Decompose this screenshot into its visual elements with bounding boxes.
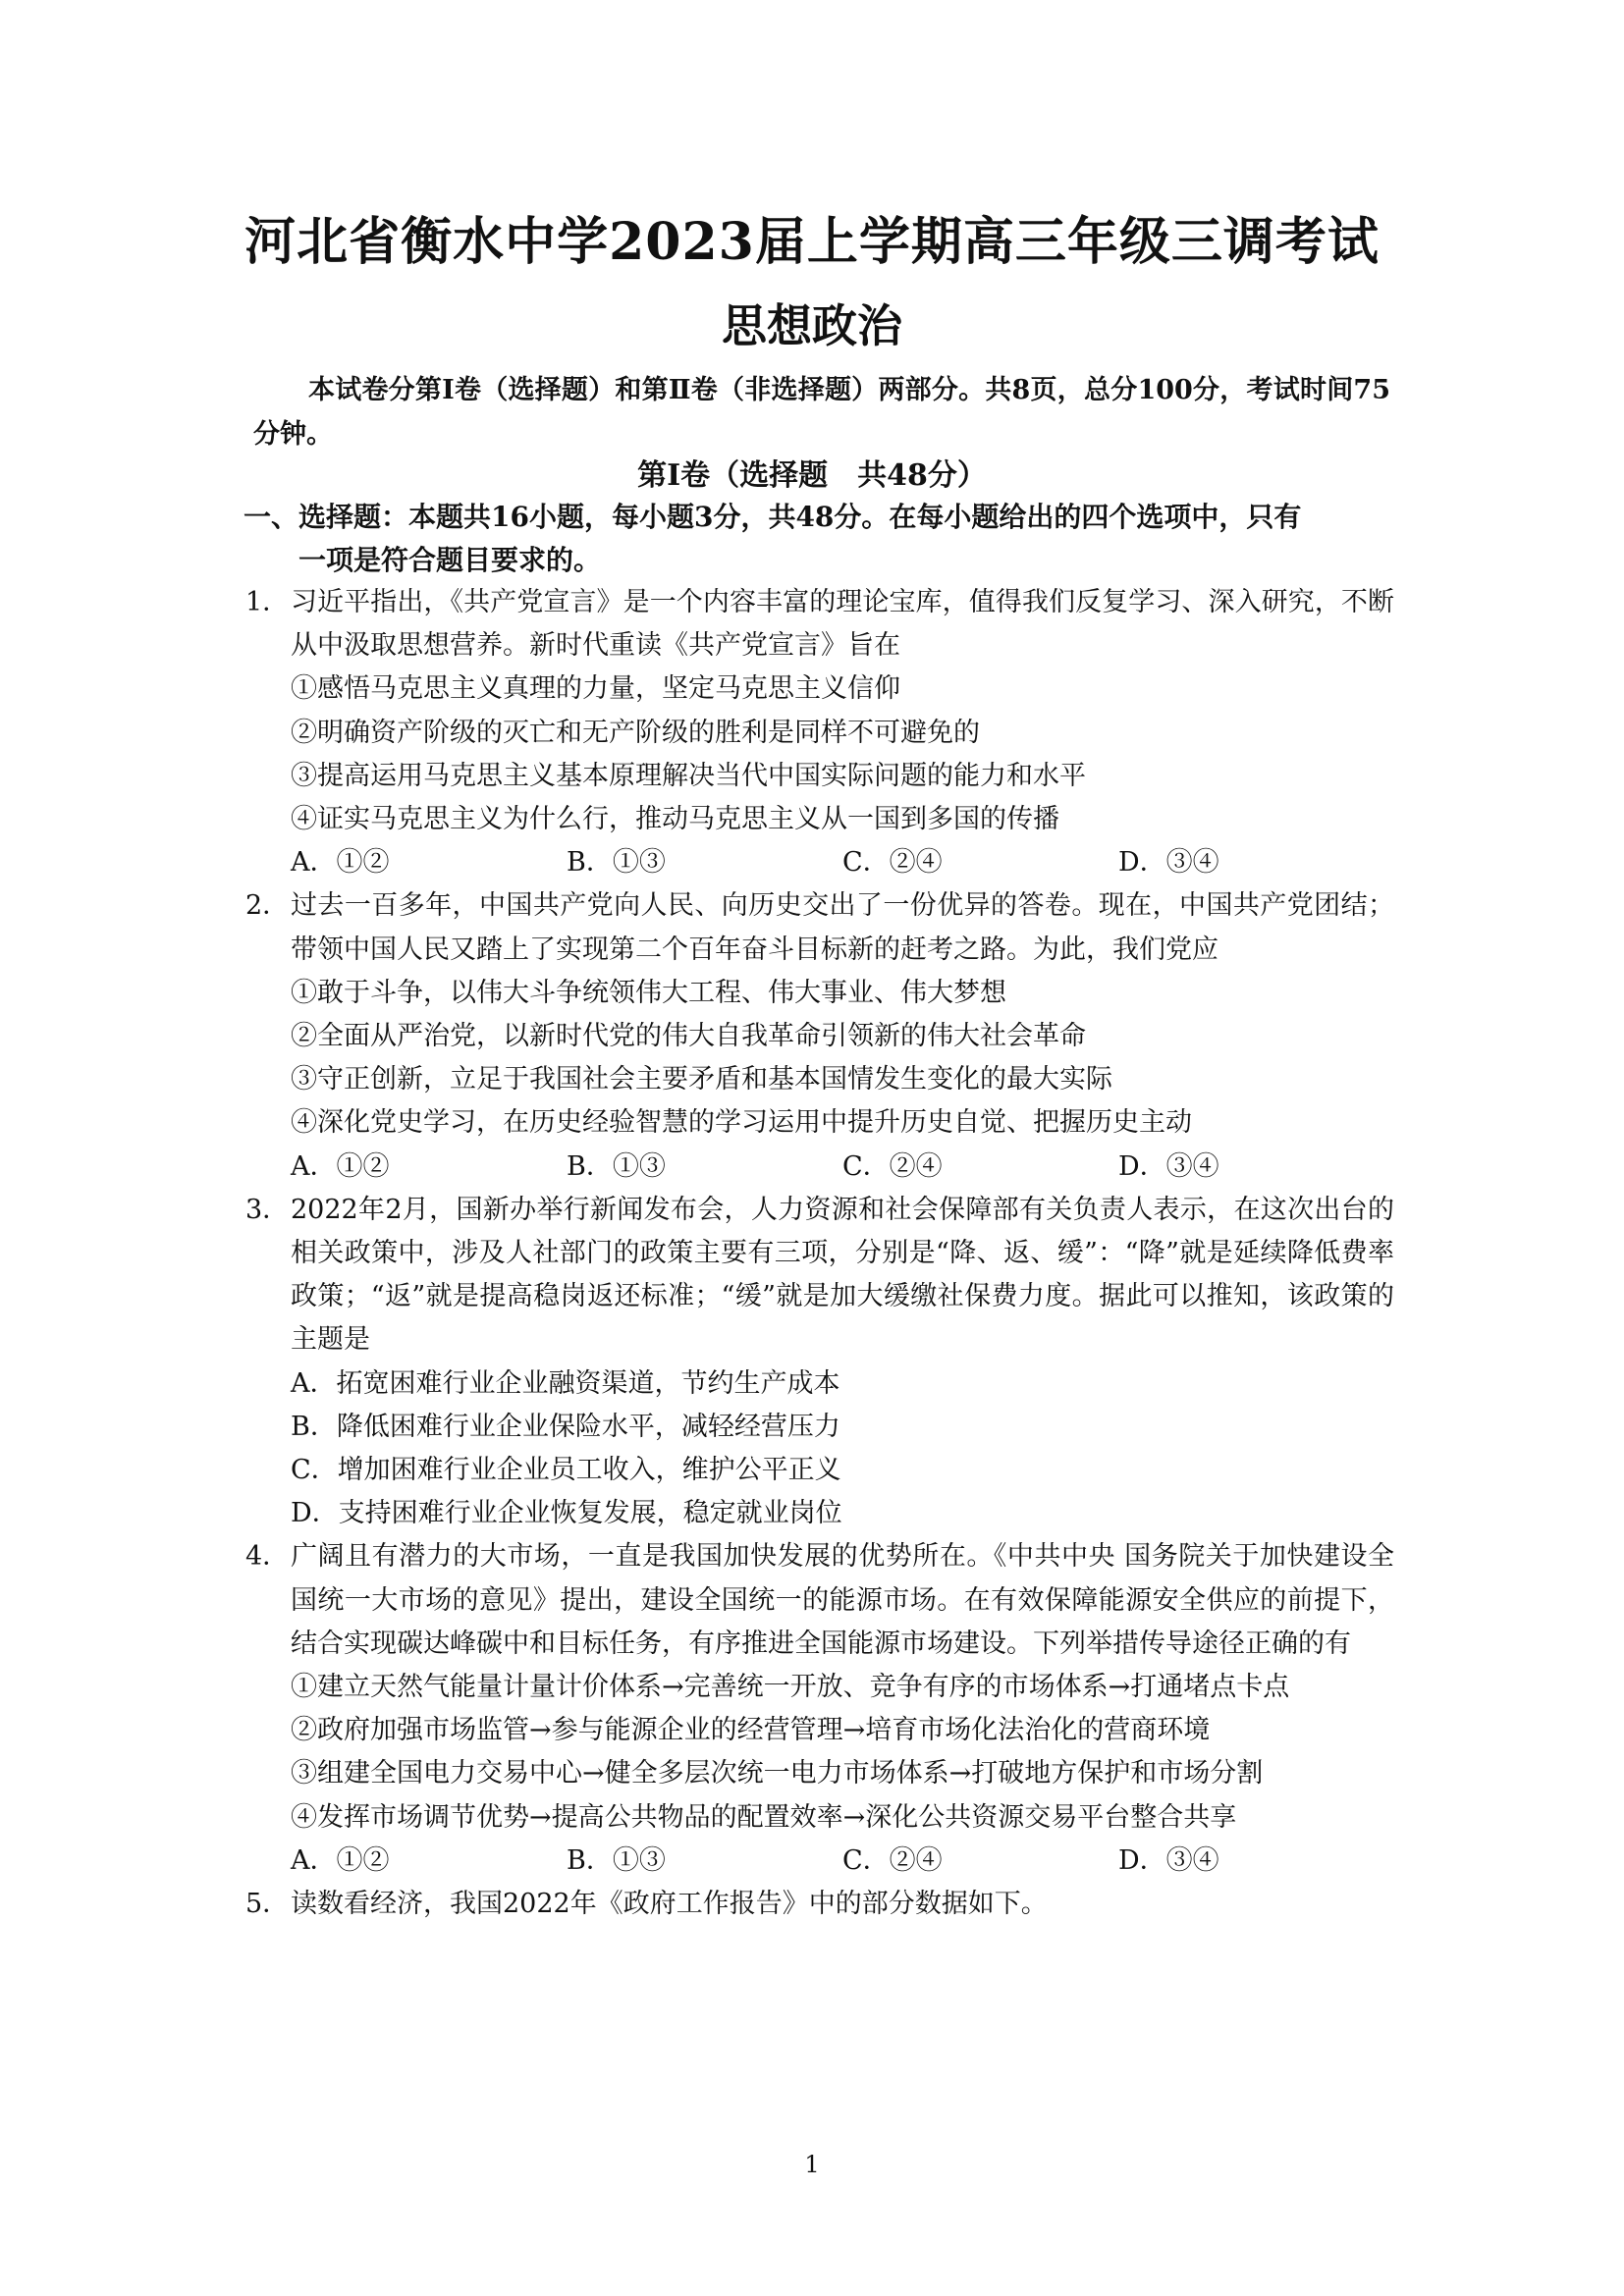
exam-title: 河北省衡水中学2023届上学期高三年级三调考试 <box>244 212 1380 272</box>
question-item: ③提高运用马克思主义基本原理解决当代中国实际问题的能力和水平 <box>291 760 1086 791</box>
question-item: ②全面从严治党，以新时代党的伟大自我革命引领新的伟大社会革命 <box>291 1021 1086 1052</box>
question-5 <box>245 1883 1394 1926</box>
question-number: 4． <box>245 1541 290 1573</box>
question-4 <box>245 1535 1394 1883</box>
answer-choice: C．②④ <box>842 1150 943 1182</box>
answer-choice: B．①③ <box>567 1844 666 1876</box>
question-item: D．支持困难行业企业恢复发展，稳定就业岗位 <box>291 1498 842 1529</box>
question-stem: 2022年2月，国新办举行新闻发布会，人力资源和社会保障部有关负责人表示，在这次出台的相关政策中，涉及人社部门的政策主要有三项，分别是“降、返、缓”：“降”就是延续降低费率政策；“返”就是提高稳岗返还标准；“缓”就是加大缓缴社保费力度。据此可以推知，该政策的主题是 <box>291 1194 1394 1356</box>
question-item: ③组建全国电力交易中心→健全多层次统一电力市场体系→打破地方保护和市场分割 <box>291 1758 1264 1789</box>
question-item: ①敢于斗争，以伟大斗争统领伟大工程、伟大事业、伟大梦想 <box>291 977 1006 1008</box>
question-item: C．增加困难行业企业员工收入，维护公平正义 <box>291 1455 841 1486</box>
question-stem: 读数看经济，我国2022年《政府工作报告》中的部分数据如下。 <box>291 1889 1048 1920</box>
question-number: 5． <box>245 1889 290 1920</box>
question-item: ①感悟马克思主义真理的力量，坚定马克思主义信仰 <box>291 673 900 705</box>
question-item: ④证实马克思主义为什么行，推动马克思主义从一国到多国的传播 <box>291 804 1059 835</box>
part-heading <box>244 496 1390 582</box>
question-item: ③守正创新，立足于我国社会主要矛盾和基本国情发生变化的最大实际 <box>291 1064 1112 1095</box>
answer-choice: A．①② <box>291 1844 390 1876</box>
exam-instructions: 本试卷分第Ⅰ卷（选择题）和第Ⅱ卷（非选择题）两部分。共8页，总分100分，考试时间75分钟。 <box>253 375 1390 450</box>
question-item: ④发挥市场调节优势→提高公共物品的配置效率→深化公共资源交易平台整合共享 <box>291 1801 1237 1833</box>
answer-choice: D．③④ <box>1118 1844 1219 1876</box>
question-item: B．降低困难行业企业保险水平，减轻经营压力 <box>291 1411 840 1442</box>
question-item: ②明确资产阶级的灭亡和无产阶级的胜利是同样不可避免的 <box>291 717 980 748</box>
question-2 <box>245 884 1394 1188</box>
question-1 <box>245 581 1394 884</box>
question-stem: 广阔且有潜力的大市场，一直是我国加快发展的优势所在。《中共中央 国务院关于加快建设全国统一大市场的意见》提出，建设全国统一的能源市场。在有效保障能源安全供应的前提下，结合实现碳达峰碳中和目标任务，有序推进全国能源市场建设。下列举措传导途径正确的有 <box>291 1541 1394 1659</box>
answer-choice: B．①③ <box>567 847 666 879</box>
answer-choice: B．①③ <box>567 1150 666 1182</box>
question-number: 2． <box>245 890 290 922</box>
question-3 <box>245 1189 1394 1536</box>
subject-title: 思想政治 <box>722 299 902 352</box>
question-number: 3． <box>245 1194 290 1225</box>
page-number: 1 <box>804 2151 820 2178</box>
answer-choice: D．③④ <box>1118 1150 1219 1182</box>
question-number: 1． <box>245 587 290 617</box>
question-stem: 习近平指出，《共产党宣言》是一个内容丰富的理论宝库，值得我们反复学习、深入研究，不断从中汲取思想营养。新时代重读《共产党宣言》旨在 <box>291 587 1394 662</box>
answer-choice: D．③④ <box>1118 847 1219 879</box>
answer-choice: A．①② <box>291 847 390 879</box>
part-heading-line2: 一项是符合题目要求的。 <box>298 544 602 576</box>
question-list <box>245 581 1394 1926</box>
section-title: 第Ⅰ卷（选择题 共48分） <box>637 458 987 493</box>
question-item: ②政府加强市场监管→参与能源企业的经营管理→培育市场化法治化的营商环境 <box>291 1715 1211 1746</box>
part-heading-line1: 一、选择题：本题共16小题，每小题3分，共48分。在每小题给出的四个选项中，只有 <box>244 501 1302 533</box>
answer-choices <box>291 1840 1394 1883</box>
question-stem: 过去一百多年，中国共产党向人民、向历史交出了一份优异的答卷。现在，中国共产党团结；带领中国人民又踏上了实现第二个百年奋斗目标新的赶考之路。为此，我们党应 <box>291 890 1394 965</box>
answer-choices <box>291 1146 1394 1189</box>
answer-choice: C．②④ <box>842 847 943 879</box>
question-item: ①建立天然气能量计量计价体系→完善统一开放、竞争有序的市场体系→打通堵点卡点 <box>291 1672 1290 1703</box>
question-item: A．拓宽困难行业企业融资渠道，节约生产成本 <box>291 1367 840 1399</box>
answer-choices <box>291 841 1394 884</box>
answer-choice: C．②④ <box>842 1844 943 1876</box>
question-item: ④深化党史学习，在历史经验智慧的学习运用中提升历史自觉、把握历史主动 <box>291 1107 1192 1139</box>
answer-choice: A．①② <box>291 1150 390 1182</box>
